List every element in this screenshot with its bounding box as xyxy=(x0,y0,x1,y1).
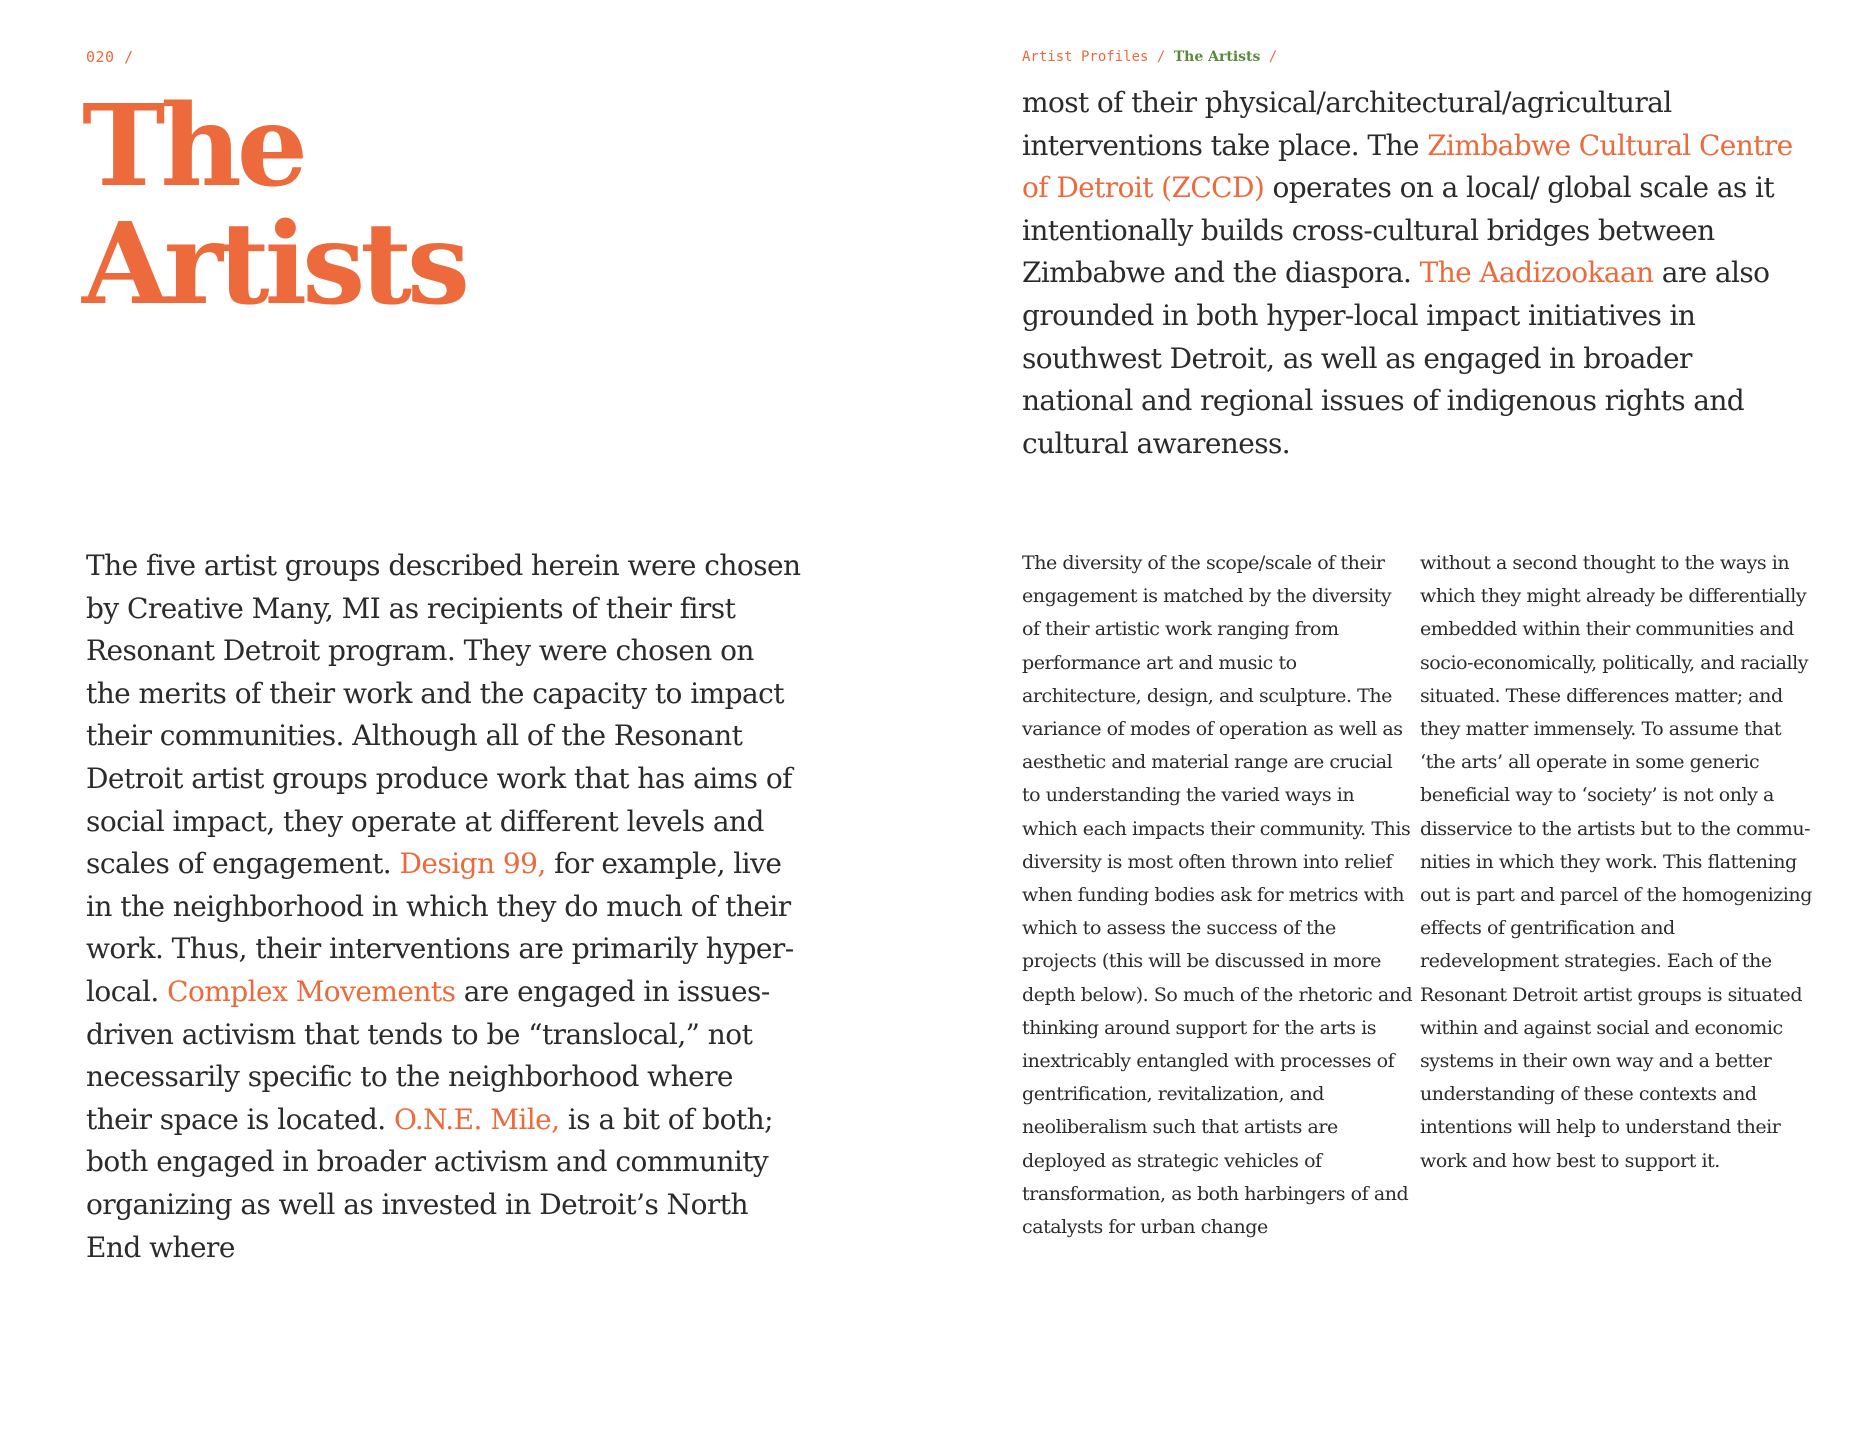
title-line-1: The xyxy=(82,81,304,212)
breadcrumb-separator-end: / xyxy=(1260,49,1278,65)
artist-name-complex-movements: Complex Movements xyxy=(167,974,456,1008)
breadcrumb xyxy=(1022,49,1277,65)
page-title xyxy=(82,81,466,330)
breadcrumb-current: The Artists xyxy=(1173,49,1261,65)
intro-paragraph xyxy=(86,545,806,1269)
intro-text-1: The five artist groups described herein were chosen by Creative Many, MI as recipients of their first Resonant Detroit program. They were chosen on the merits of their work and the capacity to impact their communities. Although all of the Resonant Detroit artist groups produce work that has aims of social impact, they operate at different levels and scales of engagement. xyxy=(86,549,801,881)
intro-text-3: are engaged in issues-driven activism that tends to be “translocal,” not necessarily specific to the neighborhood where their space is located. xyxy=(86,974,770,1136)
body-column-left: The diversity of the scope/scale of their engagement is matched by the diversity of their artistic work ranging from performance art and music to architecture, design, and sculpture. The variance of modes of operation as well as aesthetic and material range are crucial to understanding the varied ways in which each impacts their community. This diversity is most often thrown into relief when funding bodies ask for metrics with which to assess the success of the projects (this will be discussed in more depth below). So much of the rhetoric and thinking around support for the arts is inextricably entangled with processes of gentrification, revitalization, and neoliberalism such that artists are deployed as strategic vehicles of transformation, as both harbingers of and catalysts for urban change xyxy=(1022,552,1413,1239)
title-line-2: Artists xyxy=(82,199,466,330)
intro-text-4: is a bit of both; both engaged in broader activism and community organizing as well as invested in Detroit’s North End where xyxy=(86,1102,773,1264)
artist-name-design-99: Design 99, xyxy=(399,847,546,881)
lead-text-2: operates on a local/ global scale as it intentionally builds cross-cultural bridges between Zimbabwe and the diaspora. xyxy=(1022,171,1774,290)
intro-text-2: for example, live in the neighborhood in which they do much of their work. Thus, their interventions are primarily hyper-local. xyxy=(86,847,794,1008)
lead-text-3: are also grounded in both hyper-local impact initiatives in southwest Detroit, as well as engaged in broader national and regional issues of indigenous rights and cultural awareness. xyxy=(1022,256,1770,460)
body-column-right: without a second thought to the ways in which they might already be differentially embedded within their communities and socio-economically, politically, and racially situated. These differences matter; and they matter immensely. To assume that ‘the arts’ all operate in some generic beneficial way to ‘society’ is not only a disservice to the artists but to the communities in which they work. This flattening out is part and parcel of the homogenizing effects of gentrification and redevelopment strategies. Each of the Resonant Detroit artist groups is situated within and against social and economic systems in their own way and a better understanding of these contexts and intentions will help to understand their work and how best to support it. xyxy=(1420,552,1812,1172)
breadcrumb-separator: / xyxy=(1148,49,1174,65)
lead-paragraph xyxy=(1022,82,1802,465)
artist-name-aadizookaan: The Aadizookaan xyxy=(1419,256,1654,290)
page-number: 020 / xyxy=(86,48,134,66)
lead-text-1: most of their physical/architectural/agricultural interventions take place. The xyxy=(1022,86,1672,162)
artist-name-one-mile: O.N.E. Mile, xyxy=(394,1102,560,1136)
breadcrumb-section: Artist Profiles xyxy=(1022,49,1149,65)
artist-name-zccd: Zimbabwe Cultural Centre of Detroit (ZCCD) xyxy=(1022,128,1793,205)
